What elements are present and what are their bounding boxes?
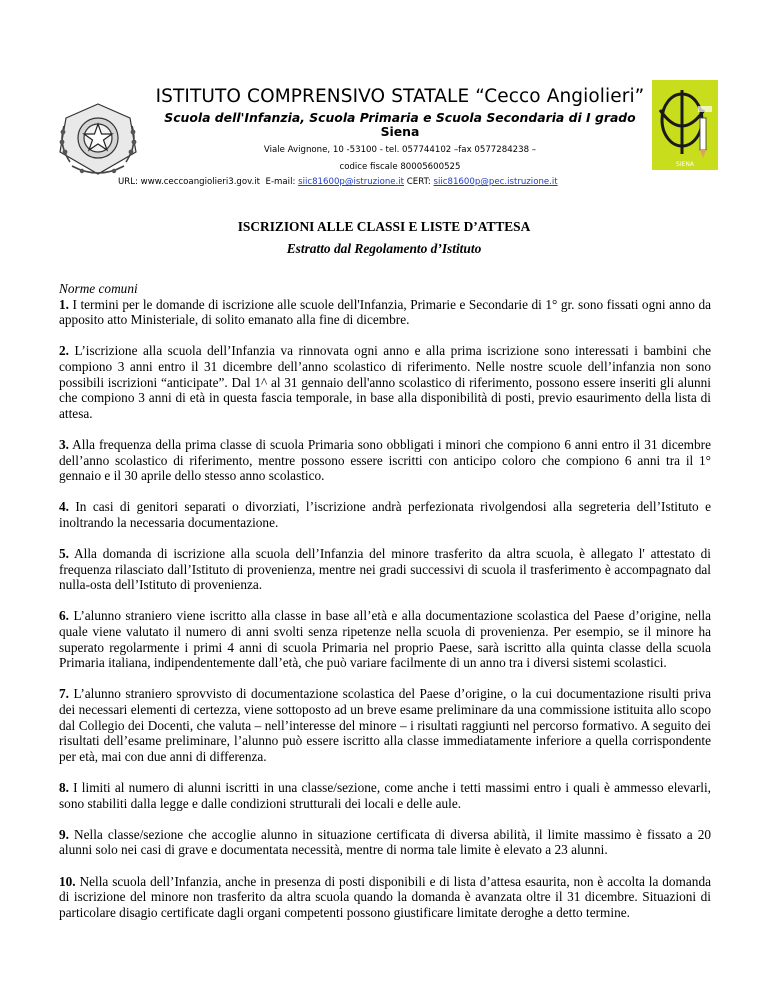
paragraph-text: Nella scuola dell’Infanzia, anche in presenza di posti disponibili e di lista d’attesa esaurita, non è accolta la domanda di iscrizione del minore non trasferito da altra scuola quando la domanda è avanzata oltre il 31 dicembre. Situazioni di particolare disagio certificate dagli organi competenti possono giustificare limitate deroghe a detto termine. [59, 873, 711, 920]
paragraph-6 [59, 608, 711, 670]
paragraph-5 [59, 546, 711, 593]
paragraph-number: 7. [59, 686, 69, 702]
paragraph-text: L’iscrizione alla scuola dell’Infanzia va rinnovata ogni anno e alla prima iscrizione sono interessati i bambini che compiono 3 anni entro il 31 dicembre dell’anno scolastico di riferimento. Nelle nostre scuole dell’infanzia non sono possibili iscrizioni “anticipate”. Dal 1^ al 31 gennaio dell'anno scolastico di riferimento, possono essere inseriti gli alunni che compiono 3 anni di età in questa fascia temporale, in base alla disponibilità di posti, previo esaurimento della lista di attesa. [59, 343, 711, 421]
paragraph-text: L’alunno straniero sprovvisto di documentazione scolastica del Paese d’origine, o la cui documentazione risulti priva dei necessari elementi di certezza, viene sottoposto ad un breve esame preliminare da una commissione istituita allo scopo dal Collegio dei Docenti, che valuta – nell’interesse del minore – i risultati raggiunti nel percorso formativo. A seguito dei risultati dell’esame preliminare, l’alunno può essere iscritto alla classe immediatamente inferiore a quella corrispondente per età, mai con due anni di differenza. [59, 686, 711, 764]
paragraph-number: 8. [59, 780, 69, 795]
document-title: ISCRIZIONI ALLE CLASSI E LISTE D’ATTESA [237, 219, 531, 234]
paragraph-number: 6. [59, 608, 69, 624]
school-name: ISTITUTO COMPRENSIVO STATALE “Cecco Angiolieri” [155, 86, 645, 107]
paragraph-9 [59, 827, 711, 858]
website-url: URL: www.ceccoangiolieri3.gov.it [118, 177, 261, 187]
paragraph-text: In casi di genitori separati o divorziati, l’iscrizione andrà perfezionata rivolgendosi alla segreteria dell’Istituto e inoltrando la necessaria documentazione. [59, 499, 711, 530]
section-title: Norme comuni [59, 281, 138, 296]
contact-line [118, 177, 678, 187]
fiscal-code: codice fiscale 80005600525 [339, 162, 461, 172]
italian-republic-emblem-icon [52, 96, 144, 178]
paragraph-text: Nella classe/sezione che accoglie alunno in situazione certificata di diversa abilità, il limite massimo è fissato a 20 alunni solo nei casi di grave e documentata necessità, mentre di norma tale limite è elevato a 23 alunni. [59, 826, 711, 858]
email-label: E-mail: [265, 177, 296, 187]
paragraph-number: 9. [59, 826, 69, 842]
paragraph-1 [59, 297, 711, 328]
school-address: Viale Avignone, 10 -53100 - tel. 057744102 –fax 0577284238 – [263, 145, 537, 155]
paragraph-text: L’alunno straniero viene iscritto alla classe in base all’età e alla documentazione scolastica del Paese d’origine, nella quale viene valutato il numero di anni svolti senza ripetenze nella scuola di provenienza. Per esempio, se il minore ha superato regolarmente i primi 4 anni di scuola Primaria nel proprio Paese, sarà iscritto alla quinta classe della scuola Primaria italiana, indipendentemente dall’età, che può variare facilmente di un anno tra i diversi sistemi scolastici. [59, 608, 711, 671]
document-subtitle: Estratto dal Regolamento d’Istituto [286, 241, 482, 256]
paragraph-number: 5. [59, 546, 69, 562]
paragraph-number: 1. [59, 296, 69, 312]
paragraph-text: I termini per le domande di iscrizione alle scuole dell'Infanzia, Primarie e Secondarie di 1° gr. sono fissati ogni anno da apposito atto Ministeriale, di solito emanato alla fine di dicembre. [59, 296, 711, 328]
cert-email-link[interactable]: siic81600p@pec.istruzione.it [433, 177, 558, 187]
paragraph-2 [59, 343, 711, 421]
paragraph-number: 2. [59, 343, 69, 359]
school-types: Scuola dell'Infanzia, Scuola Primaria e Scuola Secondaria di I grado [164, 110, 636, 125]
paragraph-10 [59, 874, 711, 921]
school-logo-icon [652, 80, 718, 170]
paragraph-text: I limiti al numero di alunni iscritti in una classe/sezione, come anche i tetti massimi entro i quali è ammesso elevarli, sono stabiliti dalla legge e dalle condizioni strutturali dei locali e delle aule. [59, 780, 711, 811]
paragraph-text: Alla domanda di iscrizione alla scuola dell’Infanzia del minore trasferito da altra scuola, è allegato l' attestato di frequenza rilasciato dall’Istituto di provenienza, mentre nei gradi successivi di scuola il trasferimento è accompagnato dal nulla-osta dell’Istituto di provenienza. [59, 546, 711, 593]
paragraph-3 [59, 437, 711, 484]
document-body [59, 281, 711, 936]
paragraph-text: Alla frequenza della prima classe di scuola Primaria sono obbligati i minori che compiono 6 anni entro il 31 dicembre dell’anno scolastico di riferimento, mentre possono essere iscritti con anticipo coloro che compiono 6 anni tra il 1° gennaio e il 30 aprile dello stesso anno scolastico. [59, 436, 711, 484]
paragraph-number: 10. [59, 873, 76, 889]
paragraph-number: 3. [59, 436, 69, 452]
paragraph-4 [59, 499, 711, 530]
school-city: Siena [380, 124, 420, 139]
paragraph-7 [59, 686, 711, 764]
paragraph-8 [59, 780, 711, 811]
logo-caption: SIENA [676, 161, 694, 168]
paragraph-number: 4. [59, 499, 69, 515]
cert-label: CERT: [406, 177, 431, 187]
email-link[interactable]: siic81600p@istruzione.it [298, 177, 405, 187]
